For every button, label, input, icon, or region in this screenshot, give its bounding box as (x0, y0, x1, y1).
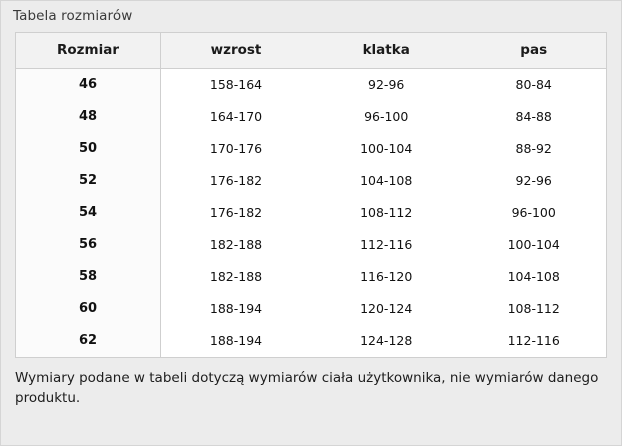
cell-height: 176-182 (161, 197, 311, 229)
size-table-container (15, 32, 607, 358)
table-body (16, 69, 606, 358)
cell-height: 170-176 (161, 133, 311, 165)
cell-size: 56 (16, 229, 161, 261)
cell-height: 182-188 (161, 229, 311, 261)
table-header (16, 33, 606, 69)
cell-waist: 88-92 (461, 133, 606, 165)
cell-size: 48 (16, 101, 161, 133)
cell-height: 164-170 (161, 101, 311, 133)
cell-waist: 112-116 (461, 325, 606, 357)
cell-size: 60 (16, 293, 161, 325)
cell-size: 46 (16, 69, 161, 102)
cell-chest: 100-104 (311, 133, 461, 165)
cell-waist: 92-96 (461, 165, 606, 197)
cell-waist: 104-108 (461, 261, 606, 293)
column-header-size: Rozmiar (16, 33, 161, 69)
size-chart-note: Wymiary podane w tabeli dotyczą wymiarów ciała użytkownika, nie wymiarów danego produktu. (15, 370, 599, 406)
cell-height: 188-194 (161, 293, 311, 325)
cell-height: 176-182 (161, 165, 311, 197)
cell-waist: 108-112 (461, 293, 606, 325)
cell-size: 58 (16, 261, 161, 293)
cell-chest: 120-124 (311, 293, 461, 325)
table-row (16, 293, 606, 325)
cell-waist: 84-88 (461, 101, 606, 133)
page-title: Tabela rozmiarów (13, 8, 133, 24)
cell-chest: 108-112 (311, 197, 461, 229)
cell-height: 182-188 (161, 261, 311, 293)
table-row (16, 261, 606, 293)
size-table (16, 33, 606, 357)
cell-waist: 96-100 (461, 197, 606, 229)
cell-size: 50 (16, 133, 161, 165)
column-header-height: wzrost (161, 33, 311, 69)
table-row (16, 229, 606, 261)
table-row (16, 133, 606, 165)
table-row (16, 69, 606, 102)
table-row (16, 165, 606, 197)
cell-height: 188-194 (161, 325, 311, 357)
cell-height: 158-164 (161, 69, 311, 102)
cell-chest: 92-96 (311, 69, 461, 102)
cell-size: 52 (16, 165, 161, 197)
table-row (16, 325, 606, 357)
cell-size: 62 (16, 325, 161, 357)
cell-chest: 124-128 (311, 325, 461, 357)
table-row (16, 197, 606, 229)
table-row (16, 101, 606, 133)
column-header-chest: klatka (311, 33, 461, 69)
cell-waist: 100-104 (461, 229, 606, 261)
cell-chest: 96-100 (311, 101, 461, 133)
column-header-waist: pas (461, 33, 606, 69)
cell-chest: 116-120 (311, 261, 461, 293)
cell-waist: 80-84 (461, 69, 606, 102)
table-header-row (16, 33, 606, 69)
cell-chest: 104-108 (311, 165, 461, 197)
cell-chest: 112-116 (311, 229, 461, 261)
cell-size: 54 (16, 197, 161, 229)
